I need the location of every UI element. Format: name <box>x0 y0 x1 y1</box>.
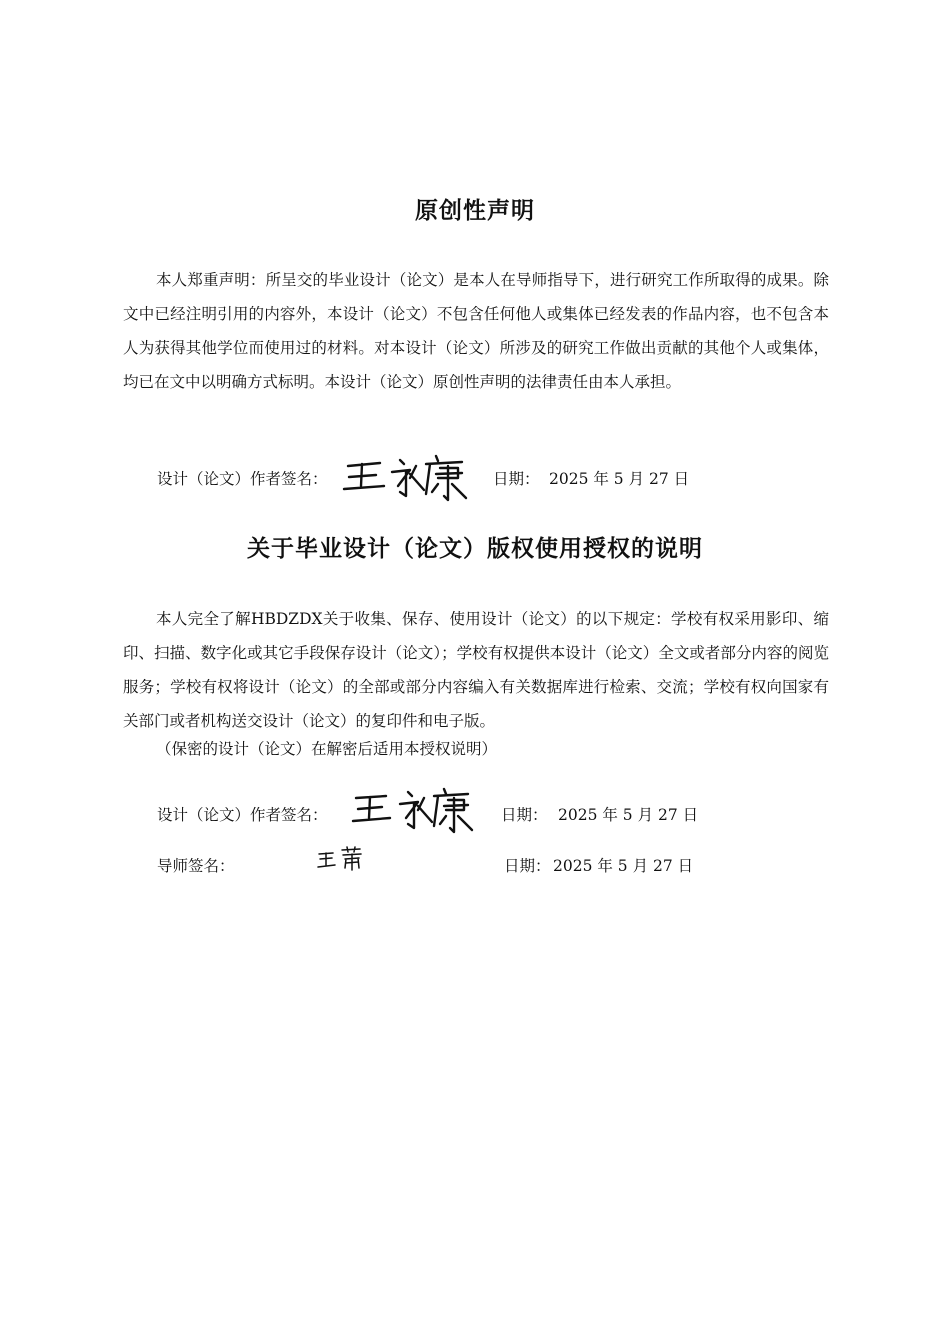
declaration-date-value: 2025 年 5 月 27 日 <box>549 470 690 488</box>
advisor-date-label: 日期： <box>504 857 551 875</box>
declaration-author-signature <box>340 452 470 508</box>
advisor-signature <box>316 846 368 872</box>
declaration-date-label: 日期： <box>493 470 540 488</box>
authorization-author-date-value: 2025 年 5 月 27 日 <box>558 806 699 824</box>
authorization-body: 本人完全了解HBDZDX关于收集、保存、使用设计（论文）的以下规定：学校有权采用影印、缩印、扫描、数字化或其它手段保存设计（论文）；学校有权提供本设计（论文）全文或者部分内容的阅览服务；学校有权将设计（论文）的全部或部分内容编入有关数据库进行检索、交流；学校有权向国家有关部门或者机构送交设计（论文）的复印件和电子版。 <box>123 610 829 730</box>
advisor-label: 导师签名： <box>157 857 235 875</box>
authorization-author-label: 设计（论文）作者签名： <box>157 806 328 824</box>
advisor-date-value: 2025 年 5 月 27 日 <box>553 857 694 875</box>
authorization-author-date-label: 日期： <box>501 806 548 824</box>
declaration-author-label: 设计（论文）作者签名： <box>157 470 328 488</box>
authorization-author-signature <box>348 786 478 838</box>
authorization-title: 关于毕业设计（论文）版权使用授权的说明 <box>247 536 703 562</box>
declaration-title: 原创性声明 <box>415 198 535 224</box>
declaration-body: 本人郑重声明：所呈交的毕业设计（论文）是本人在导师指导下，进行研究工作所取得的成果。除文中已经注明引用的内容外，本设计（论文）不包含任何他人或集体已经发表的作品内容，也不包含本人为获得其他学位而使用过的材料。对本设计（论文）所涉及的研究工作做出贡献的其他个人或集体，均已在文中以明确方式标明。本设计（论文）原创性声明的法律责任由本人承担。 <box>123 271 829 391</box>
authorization-note: （保密的设计（论文）在解密后适用本授权说明） <box>156 740 498 758</box>
